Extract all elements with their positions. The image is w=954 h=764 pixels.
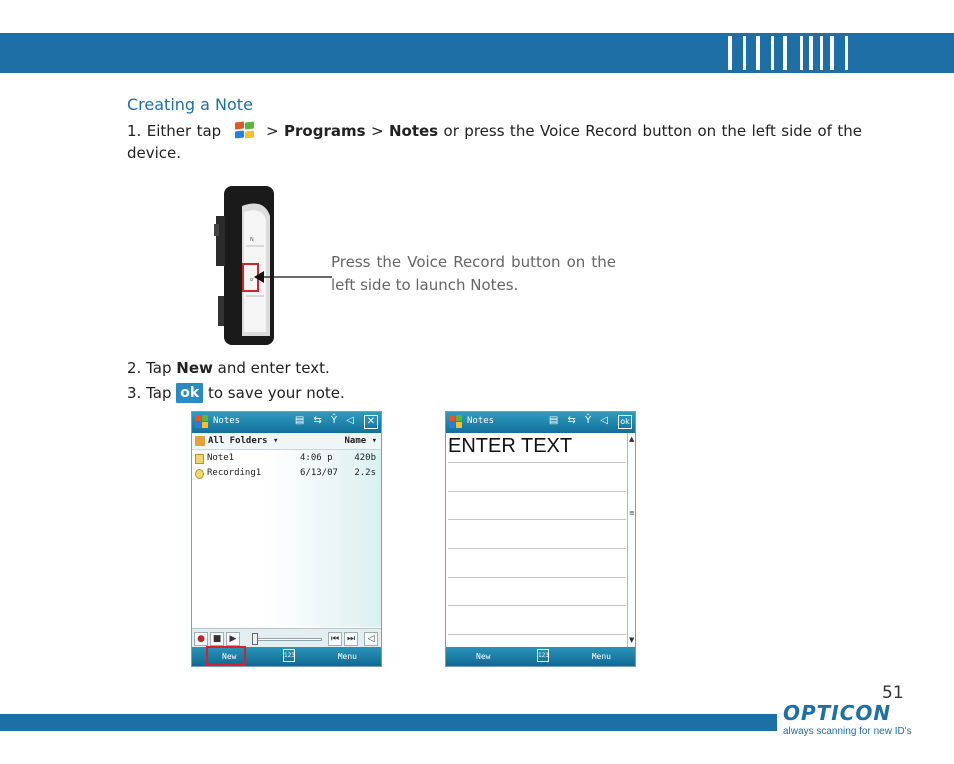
stop-button[interactable]: ■ [210, 632, 224, 646]
step-1-lead: 1. Either tap [127, 122, 222, 140]
list-item[interactable] [192, 452, 381, 466]
previous-button[interactable]: ⏮ [328, 632, 342, 646]
status-icons: ▤ ⇆ Ŷ ◁ [294, 415, 357, 426]
folder-icon [195, 436, 205, 446]
item-size: 2.2s [354, 468, 376, 478]
page-number: 51 [882, 683, 904, 703]
brand-logo: OPTICON [783, 701, 892, 725]
barcode-bar [787, 36, 800, 70]
step-1-rest: or press the Voice Record button on the left side of the device. [127, 122, 862, 162]
callout-text: Press the Voice Record button on the left side to launch Notes. [331, 253, 616, 294]
close-button[interactable]: ✕ [364, 415, 378, 429]
barcode-bar [732, 36, 743, 70]
vertical-scrollbar[interactable] [627, 433, 636, 648]
section-title: Creating a Note [127, 95, 253, 114]
device-side-illustration [214, 186, 276, 345]
menu-softkey[interactable]: Menu [591, 652, 611, 661]
barcode-bar [834, 36, 845, 70]
ruled-line [448, 519, 626, 520]
ruled-line [448, 491, 626, 492]
app-title: Notes [467, 416, 495, 426]
new-label: New [176, 359, 213, 377]
notes-label: Notes [388, 122, 439, 140]
scroll-down-icon[interactable]: ▼ [629, 636, 635, 644]
programs-label: Programs [284, 122, 366, 140]
svg-text:o: o [250, 277, 254, 283]
step-2-rest: and enter text. [217, 359, 330, 377]
ok-button-image: ok [176, 383, 203, 403]
note-edit-area[interactable] [446, 433, 627, 648]
scroll-thumb[interactable]: ≡ [629, 509, 635, 517]
new-softkey[interactable]: New [476, 652, 491, 661]
note-icon [195, 454, 204, 464]
softkey-bar [446, 647, 635, 666]
barcode-bar [760, 36, 771, 70]
step-2-lead: 2. Tap [127, 359, 172, 377]
title-bar [446, 412, 635, 433]
step-3-rest: to save your note. [207, 384, 345, 402]
list-item[interactable] [192, 467, 381, 481]
step-3-lead: 3. Tap [127, 384, 172, 402]
new-softkey-highlight [206, 646, 246, 666]
barcode-bar [823, 36, 830, 70]
barcode-bar [774, 36, 783, 70]
folders-dropdown[interactable]: All Folders ▾ [208, 436, 279, 446]
note-text: ENTER TEXT [448, 435, 573, 457]
footer-bar [0, 714, 777, 731]
svg-text:N: N [250, 237, 254, 243]
item-name: Recording1 [207, 468, 262, 478]
ruled-line [448, 548, 626, 549]
barcode-bar [845, 36, 848, 70]
ruled-line [448, 577, 626, 578]
note-edit-screenshot [445, 411, 636, 667]
playback-slider[interactable] [254, 638, 322, 641]
next-button[interactable]: ⏭ [344, 632, 358, 646]
record-button[interactable]: ● [194, 632, 208, 646]
input-panel-button[interactable]: 123 [283, 649, 295, 662]
step-1 [127, 120, 862, 164]
notes-list [192, 450, 381, 627]
new-softkey[interactable]: New [222, 652, 237, 661]
item-size: 420b [354, 453, 376, 463]
ruled-line [448, 462, 626, 463]
notes-list-screenshot [191, 411, 382, 667]
menu-softkey[interactable]: Menu [337, 652, 357, 661]
barcode-bar [813, 36, 820, 70]
callout-arrow [254, 270, 332, 284]
scroll-up-icon[interactable]: ▲ [629, 435, 635, 443]
windows-start-icon [233, 121, 255, 139]
ok-button[interactable]: ok [618, 415, 632, 429]
separator-1: > [266, 122, 279, 140]
play-button[interactable]: ▶ [226, 632, 240, 646]
step-3 [127, 382, 345, 404]
input-panel-button[interactable]: 123 [537, 649, 549, 662]
windows-start-icon[interactable] [195, 415, 209, 429]
item-time: 4:06 p [300, 453, 333, 463]
item-name: Note1 [207, 453, 235, 463]
slider-knob[interactable] [252, 633, 258, 645]
brand-tagline: always scanning for new ID's [783, 726, 912, 737]
folder-toolbar [192, 433, 381, 450]
status-icons: ▤ ⇆ Ŷ ◁ [548, 415, 611, 426]
recording-toolbar [192, 628, 381, 648]
volume-button[interactable]: ◁ [364, 632, 378, 646]
separator-2: > [370, 122, 384, 140]
sort-dropdown[interactable]: Name ▾ [344, 436, 377, 446]
barcode-bar [746, 36, 756, 70]
barcode-decoration [728, 36, 848, 70]
windows-start-icon[interactable] [449, 415, 463, 429]
title-bar [192, 412, 381, 433]
step-2 [127, 357, 330, 379]
sound-icon [195, 469, 204, 479]
ruled-line [448, 634, 626, 635]
item-time: 6/13/07 [300, 468, 338, 478]
app-title: Notes [213, 416, 241, 426]
ruled-line [448, 605, 626, 606]
